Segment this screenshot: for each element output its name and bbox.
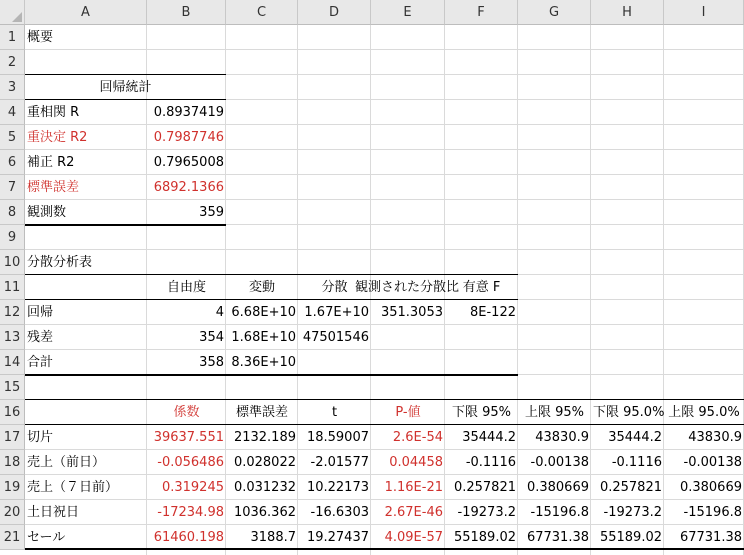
coef-value-cell[interactable]: -0.1116 (611, 455, 662, 470)
coef-header-cell[interactable]: P-値 (395, 405, 421, 420)
coef-value-cell[interactable]: -2.01577 (310, 455, 369, 470)
row-header-6[interactable]: 6 (0, 150, 25, 175)
coef-value-cell[interactable]: -0.056486 (157, 455, 224, 470)
anova-value-cell[interactable]: 8.36E+10 (231, 355, 296, 370)
anova-value-cell[interactable]: 8E-122 (470, 305, 516, 320)
select-all-corner[interactable] (0, 0, 25, 25)
anova-value-cell[interactable]: 1.68E+10 (231, 330, 296, 345)
coef-value-cell[interactable]: -0.00138 (683, 455, 742, 470)
coef-value-cell[interactable]: 61460.198 (153, 530, 224, 545)
table-border (25, 399, 744, 400)
table-border (25, 424, 744, 425)
coef-value-cell[interactable]: -15196.8 (683, 505, 742, 520)
anova-header-cell[interactable]: 有意 F (462, 280, 501, 295)
coef-value-cell[interactable]: 55189.02 (453, 530, 516, 545)
anova-title-cell[interactable]: 分散分析表 (27, 255, 93, 270)
coef-value-cell[interactable]: 43830.9 (688, 430, 742, 445)
anova-value-cell[interactable]: 351.3053 (380, 305, 443, 320)
row-header-5[interactable]: 5 (0, 125, 25, 150)
coef-value-cell[interactable]: -16.6303 (310, 505, 369, 520)
row-header-16[interactable]: 16 (0, 400, 25, 425)
coef-value-cell[interactable]: 1036.362 (233, 505, 296, 520)
coef-header-cell[interactable]: 上限 95.0% (668, 405, 740, 420)
anova-header-cell[interactable]: 自由度 (166, 280, 206, 295)
column-header-d[interactable]: D (298, 0, 371, 25)
regression-stat-label-cell[interactable]: 補正 R2 (27, 155, 75, 170)
anova-value-cell[interactable]: 47501546 (302, 330, 369, 345)
coef-value-cell[interactable]: -17234.98 (157, 505, 224, 520)
row-header-7[interactable]: 7 (0, 175, 25, 200)
coef-value-cell[interactable]: 39637.551 (153, 430, 224, 445)
anova-value-cell[interactable]: 4 (215, 305, 224, 320)
anova-row-label-cell[interactable]: 合計 (27, 355, 54, 370)
row-header-13[interactable]: 13 (0, 325, 25, 350)
column-header-f[interactable]: F (445, 0, 518, 25)
coef-value-cell[interactable]: 4.09E-57 (384, 530, 443, 545)
column-header-c[interactable]: C (226, 0, 298, 25)
coef-value-cell[interactable]: 0.257821 (599, 480, 662, 495)
coef-value-cell[interactable]: 35444.2 (462, 430, 516, 445)
table-border (25, 374, 518, 376)
row-header-4[interactable]: 4 (0, 100, 25, 125)
coef-value-cell[interactable]: 43830.9 (535, 430, 589, 445)
column-header-g[interactable]: G (518, 0, 591, 25)
anova-row-label-cell[interactable]: 残差 (27, 330, 54, 345)
row-header-20[interactable]: 20 (0, 500, 25, 525)
table-border (25, 299, 518, 300)
coef-row-label-cell[interactable]: 売上（前日） (27, 455, 106, 470)
row-header-19[interactable]: 19 (0, 475, 25, 500)
coef-value-cell[interactable]: 18.59007 (306, 430, 369, 445)
column-header-e[interactable]: E (371, 0, 445, 25)
coef-row-label-cell[interactable]: 切片 (27, 430, 54, 445)
coef-value-cell[interactable]: 0.380669 (679, 480, 742, 495)
row-header-17[interactable]: 17 (0, 425, 25, 450)
coef-value-cell[interactable]: 10.22173 (306, 480, 369, 495)
coef-value-cell[interactable]: -0.00138 (530, 455, 589, 470)
coef-row-label-cell[interactable]: セール (27, 530, 66, 545)
row-header-8[interactable]: 8 (0, 200, 25, 225)
coef-value-cell[interactable]: 0.319245 (161, 480, 224, 495)
coef-value-cell[interactable]: 0.028022 (233, 455, 296, 470)
coef-value-cell[interactable]: 67731.38 (679, 530, 742, 545)
table-border (25, 274, 518, 275)
coef-header-cell[interactable]: t (331, 405, 338, 420)
row-header-15[interactable]: 15 (0, 375, 25, 400)
row-header-12[interactable]: 12 (0, 300, 25, 325)
row-header-3[interactable]: 3 (0, 75, 25, 100)
regression-stat-value-cell[interactable]: 0.7987746 (153, 130, 224, 145)
coef-header-cell[interactable]: 下限 95% (451, 405, 512, 420)
coef-value-cell[interactable]: -15196.8 (530, 505, 589, 520)
coef-value-cell[interactable]: 35444.2 (608, 430, 662, 445)
regression-stat-value-cell[interactable]: 0.8937419 (153, 105, 224, 120)
row-header-2[interactable]: 2 (0, 50, 25, 75)
coef-header-cell[interactable]: 下限 95.0% (593, 405, 665, 420)
column-header-b[interactable]: B (147, 0, 226, 25)
regression-stat-value-cell[interactable]: 6892.1366 (153, 180, 224, 195)
row-header-9[interactable]: 9 (0, 225, 25, 250)
summary-title-cell[interactable]: 概要 (27, 30, 54, 45)
coef-value-cell[interactable]: 0.380669 (526, 480, 589, 495)
coef-value-cell[interactable]: 2.6E-54 (392, 430, 443, 445)
table-border (25, 548, 744, 550)
row-header-11[interactable]: 11 (0, 275, 25, 300)
coef-value-cell[interactable]: 3188.7 (250, 530, 296, 545)
row-header-1[interactable]: 1 (0, 25, 25, 50)
regression-stat-label-cell[interactable]: 標準誤差 (27, 180, 80, 195)
table-border (25, 74, 226, 75)
regression-stat-label-cell[interactable]: 観測数 (27, 205, 67, 220)
row-header-18[interactable]: 18 (0, 450, 25, 475)
coef-value-cell[interactable]: 1.16E-21 (384, 480, 443, 495)
column-header-h[interactable]: H (591, 0, 664, 25)
regression-stat-value-cell[interactable]: 0.7965008 (153, 155, 224, 170)
row-header-14[interactable]: 14 (0, 350, 25, 375)
coef-header-cell[interactable]: 上限 95% (524, 405, 585, 420)
anova-value-cell[interactable]: 358 (199, 355, 224, 370)
regression-stat-value-cell[interactable]: 359 (199, 205, 224, 220)
anova-header-cell[interactable]: 変動 (248, 280, 275, 295)
regression-stat-label-cell[interactable]: 重相関 R (27, 105, 80, 120)
row-header-21[interactable]: 21 (0, 525, 25, 550)
coef-value-cell[interactable]: 2.67E-46 (384, 505, 443, 520)
coef-row-label-cell[interactable]: 売上（７日前） (27, 480, 119, 495)
coef-value-cell[interactable]: -19273.2 (603, 505, 662, 520)
coef-value-cell[interactable]: 0.04458 (389, 455, 443, 470)
coef-value-cell[interactable]: 67731.38 (526, 530, 589, 545)
coef-value-cell[interactable]: -19273.2 (457, 505, 516, 520)
regression-stats-header-cell[interactable]: 回帰統計 (99, 80, 152, 95)
table-border (25, 99, 226, 100)
coef-value-cell[interactable]: 0.257821 (453, 480, 516, 495)
table-border (25, 224, 226, 226)
anova-value-cell[interactable]: 354 (199, 330, 224, 345)
column-header-a[interactable]: A (25, 0, 147, 25)
coef-value-cell[interactable]: 0.031232 (233, 480, 296, 495)
coef-value-cell[interactable]: 55189.02 (599, 530, 662, 545)
anova-row-label-cell[interactable]: 回帰 (27, 305, 54, 320)
column-header-i[interactable]: I (664, 0, 744, 25)
regression-stat-label-cell[interactable]: 重決定 R2 (27, 130, 88, 145)
coef-row-label-cell[interactable]: 土日祝日 (27, 505, 80, 520)
anova-value-cell[interactable]: 1.67E+10 (304, 305, 369, 320)
coef-header-cell[interactable]: 係数 (173, 405, 200, 420)
coef-header-cell[interactable]: 標準誤差 (235, 405, 288, 420)
anova-value-cell[interactable]: 6.68E+10 (231, 305, 296, 320)
row-header-10[interactable]: 10 (0, 250, 25, 275)
coef-value-cell[interactable]: 2132.189 (233, 430, 296, 445)
anova-header-cell[interactable]: 観測された分散比 (355, 280, 460, 295)
coef-value-cell[interactable]: -0.1116 (465, 455, 516, 470)
anova-header-cell[interactable]: 分散 (321, 280, 348, 295)
coef-value-cell[interactable]: 19.27437 (306, 530, 369, 545)
